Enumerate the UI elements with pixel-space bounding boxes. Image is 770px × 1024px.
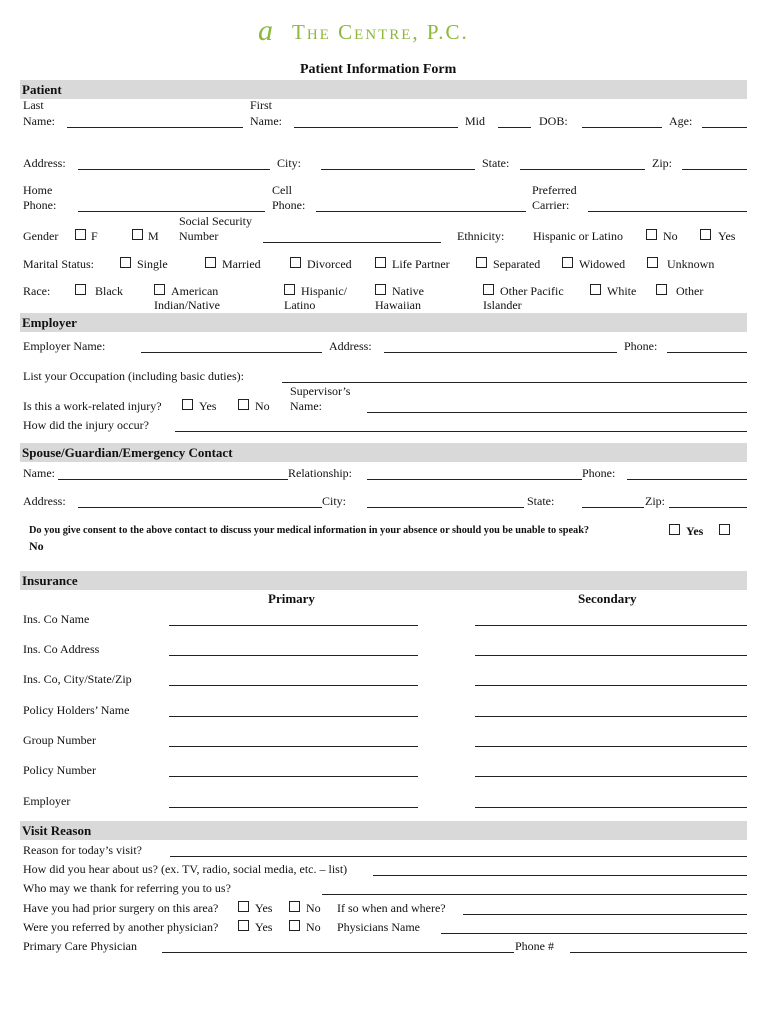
- marital-unknown-checkbox[interactable]: [647, 257, 658, 268]
- race-pacific-islander-label-2: Islander: [483, 298, 522, 312]
- gender-f-label: F: [91, 229, 98, 243]
- secondary-ins-field[interactable]: [475, 716, 747, 717]
- consent-no-checkbox[interactable]: [719, 524, 730, 535]
- consent-yes-checkbox[interactable]: [669, 524, 680, 535]
- race-hispanic-checkbox[interactable]: [284, 284, 295, 295]
- logo-text: The Centre, P.C.: [292, 20, 469, 44]
- contact-name-field[interactable]: [58, 479, 288, 480]
- secondary-ins-field[interactable]: [475, 776, 747, 777]
- referred-no-checkbox[interactable]: [289, 920, 300, 931]
- first-name-label-1: First: [250, 98, 273, 112]
- marital-single-checkbox[interactable]: [120, 257, 131, 268]
- address-label: Address:: [23, 156, 66, 170]
- primary-ins-field[interactable]: [169, 716, 418, 717]
- marital-separated-checkbox[interactable]: [476, 257, 487, 268]
- form-title: Patient Information Form: [300, 62, 457, 77]
- zip-field[interactable]: [682, 169, 747, 170]
- injury-occur-field[interactable]: [175, 431, 747, 432]
- home-phone-field[interactable]: [78, 211, 265, 212]
- surgery-when-field[interactable]: [463, 914, 747, 915]
- marital-unknown-label: Unknown: [667, 257, 715, 271]
- pcp-phone-label: Phone #: [515, 939, 554, 953]
- race-pacific-islander-checkbox[interactable]: [483, 284, 494, 295]
- contact-phone-field[interactable]: [627, 479, 747, 480]
- ethnicity-label: Ethnicity:: [457, 229, 505, 243]
- visit-reason-label: Reason for today’s visit?: [23, 843, 142, 857]
- cell-phone-label-1: Cell: [272, 183, 292, 197]
- employer-phone-field[interactable]: [667, 352, 747, 353]
- contact-zip-label: Zip:: [645, 494, 665, 508]
- employer-section-title: Employer: [22, 315, 77, 330]
- ins-row-label: Ins. Co Address: [23, 642, 100, 656]
- ethnicity-yes-label: Yes: [718, 229, 736, 243]
- last-name-label-2: Name:: [23, 114, 55, 128]
- contact-state-field[interactable]: [582, 507, 644, 508]
- race-hispanic-label-1: Hispanic/: [301, 284, 347, 298]
- marital-divorced-checkbox[interactable]: [290, 257, 301, 268]
- insurance-section-title: Insurance: [22, 573, 78, 588]
- primary-ins-field[interactable]: [169, 655, 418, 656]
- ssn-label-1: Social Security: [179, 214, 252, 228]
- marital-widowed-checkbox[interactable]: [562, 257, 573, 268]
- spouse-section-title: Spouse/Guardian/Emergency Contact: [22, 445, 233, 460]
- ssn-field[interactable]: [263, 242, 441, 243]
- race-other-label: Other: [676, 284, 704, 298]
- race-american-indian-label-2: Indian/Native: [154, 298, 220, 312]
- consent-no-label: No: [29, 539, 44, 553]
- mid-field[interactable]: [498, 127, 531, 128]
- marital-divorced-label: Divorced: [307, 257, 352, 271]
- injury-occur-label: How did the injury occur?: [23, 418, 149, 432]
- pcp-field[interactable]: [162, 952, 514, 953]
- contact-zip-field[interactable]: [669, 507, 747, 508]
- contact-phone-label: Phone:: [582, 466, 616, 480]
- occupation-label: List your Occupation (including basic duties):: [23, 369, 244, 383]
- city-field[interactable]: [321, 169, 475, 170]
- race-american-indian-checkbox[interactable]: [154, 284, 165, 295]
- primary-ins-field[interactable]: [169, 776, 418, 777]
- race-white-label: White: [607, 284, 637, 298]
- logo-mark-icon: a: [258, 14, 273, 47]
- prior-surgery-no-checkbox[interactable]: [289, 901, 300, 912]
- last-name-label-1: Last: [23, 98, 44, 112]
- supervisor-field[interactable]: [367, 412, 747, 413]
- carrier-field[interactable]: [588, 211, 747, 212]
- insurance-section-header: [20, 571, 747, 590]
- visit-section-title: Visit Reason: [22, 823, 92, 838]
- work-injury-label: Is this a work-related injury?: [23, 399, 162, 413]
- gender-f-checkbox[interactable]: [75, 229, 86, 240]
- marital-life-partner-label: Life Partner: [392, 257, 450, 271]
- marital-married-label: Married: [222, 257, 261, 271]
- ins-row-label: Policy Number: [23, 763, 96, 777]
- address-field[interactable]: [78, 169, 270, 170]
- marital-married-checkbox[interactable]: [205, 257, 216, 268]
- hispanic-latino-label: Hispanic or Latino: [533, 229, 623, 243]
- contact-city-field[interactable]: [367, 507, 524, 508]
- gender-label: Gender: [23, 229, 59, 243]
- contact-address-label: Address:: [23, 494, 66, 508]
- primary-ins-field[interactable]: [169, 746, 418, 747]
- ssn-label-2: Number: [179, 229, 219, 243]
- prior-surgery-yes-checkbox[interactable]: [238, 901, 249, 912]
- employer-name-label: Employer Name:: [23, 339, 106, 353]
- primary-ins-field[interactable]: [169, 685, 418, 686]
- employer-section-header: [20, 313, 747, 332]
- ethnicity-no-label: No: [663, 229, 678, 243]
- contact-city-label: City:: [322, 494, 347, 508]
- employer-phone-label: Phone:: [624, 339, 658, 353]
- marital-widowed-label: Widowed: [579, 257, 626, 271]
- referred-label: Were you referred by another physician?: [23, 920, 219, 934]
- relationship-field[interactable]: [367, 479, 582, 480]
- city-label: City:: [277, 156, 302, 170]
- employer-address-field[interactable]: [384, 352, 617, 353]
- employer-name-field[interactable]: [141, 352, 322, 353]
- contact-name-label: Name:: [23, 466, 55, 480]
- first-name-field[interactable]: [294, 127, 458, 128]
- marital-life-partner-checkbox[interactable]: [375, 257, 386, 268]
- home-phone-label-1: Home: [23, 183, 53, 197]
- spouse-section-header: [20, 443, 747, 462]
- pcp-phone-field[interactable]: [570, 952, 747, 953]
- race-black-checkbox[interactable]: [75, 284, 86, 295]
- employer-address-label: Address:: [329, 339, 372, 353]
- consent-yes-label: Yes: [686, 524, 704, 538]
- race-other-checkbox[interactable]: [656, 284, 667, 295]
- contact-state-label: State:: [527, 494, 555, 508]
- race-white-checkbox[interactable]: [590, 284, 601, 295]
- marital-status-label: Marital Status:: [23, 257, 94, 271]
- marital-separated-label: Separated: [493, 257, 541, 271]
- race-label: Race:: [23, 284, 51, 298]
- race-pacific-islander-label-1: Other Pacific: [500, 284, 564, 298]
- gender-m-checkbox[interactable]: [132, 229, 143, 240]
- referral-thanks-label: Who may we thank for referring you to us?: [23, 881, 231, 895]
- patient-section-header: [20, 80, 747, 99]
- race-hispanic-label-2: Latino: [284, 298, 316, 312]
- referred-yes-checkbox[interactable]: [238, 920, 249, 931]
- ethnicity-no-checkbox[interactable]: [646, 229, 657, 240]
- hear-about-field[interactable]: [373, 875, 747, 876]
- supervisor-label-1: Supervisor’s: [290, 384, 351, 398]
- hear-about-label: How did you hear about us? (ex. TV, radio, social media, etc. – list): [23, 862, 348, 876]
- referral-thanks-field[interactable]: [322, 894, 747, 895]
- race-native-hawaiian-label-1: Native: [392, 284, 424, 298]
- physician-name-label: Physicians Name: [337, 920, 420, 934]
- state-field[interactable]: [520, 169, 645, 170]
- race-black-label: Black: [95, 284, 123, 298]
- race-american-indian-label-1: American: [171, 284, 219, 298]
- referred-no-label: No: [306, 920, 321, 934]
- relationship-label: Relationship:: [288, 466, 352, 480]
- gender-m-label: M: [148, 229, 159, 243]
- secondary-ins-field[interactable]: [475, 685, 747, 686]
- physician-name-field[interactable]: [441, 933, 747, 934]
- prior-surgery-label: Have you had prior surgery on this area?: [23, 901, 219, 915]
- prior-surgery-yes-label: Yes: [255, 901, 273, 915]
- age-field[interactable]: [702, 127, 747, 128]
- ins-row-label: Ins. Co, City/State/Zip: [23, 672, 132, 686]
- secondary-ins-field[interactable]: [475, 807, 747, 808]
- ins-row-label: Employer: [23, 794, 71, 808]
- contact-address-field[interactable]: [78, 507, 322, 508]
- prior-surgery-no-label: No: [306, 901, 321, 915]
- work-injury-yes-label: Yes: [199, 399, 217, 413]
- patient-section-title: Patient: [22, 82, 62, 97]
- state-label: State:: [482, 156, 510, 170]
- primary-ins-field[interactable]: [169, 625, 418, 626]
- work-injury-no-checkbox[interactable]: [238, 399, 249, 410]
- dob-label: DOB:: [539, 114, 568, 128]
- secondary-ins-field[interactable]: [475, 655, 747, 656]
- primary-ins-field[interactable]: [169, 807, 418, 808]
- mid-label: Mid: [465, 114, 486, 128]
- first-name-label-2: Name:: [250, 114, 282, 128]
- secondary-ins-field[interactable]: [475, 746, 747, 747]
- ethnicity-yes-checkbox[interactable]: [700, 229, 711, 240]
- work-injury-no-label: No: [255, 399, 270, 413]
- ins-row-label: Policy Holders’ Name: [23, 703, 130, 717]
- race-native-hawaiian-checkbox[interactable]: [375, 284, 386, 295]
- cell-phone-field[interactable]: [316, 211, 526, 212]
- carrier-label-1: Preferred: [532, 183, 577, 197]
- ins-row-label: Group Number: [23, 733, 96, 747]
- surgery-when-label: If so when and where?: [337, 901, 446, 915]
- dob-field[interactable]: [582, 127, 662, 128]
- home-phone-label-2: Phone:: [23, 198, 57, 212]
- secondary-ins-field[interactable]: [475, 625, 747, 626]
- work-injury-yes-checkbox[interactable]: [182, 399, 193, 410]
- visit-reason-field[interactable]: [170, 856, 747, 857]
- last-name-field[interactable]: [67, 127, 243, 128]
- race-native-hawaiian-label-2: Hawaiian: [375, 298, 421, 312]
- supervisor-label-2: Name:: [290, 399, 322, 413]
- referred-yes-label: Yes: [255, 920, 273, 934]
- cell-phone-label-2: Phone:: [272, 198, 306, 212]
- occupation-field[interactable]: [282, 382, 747, 383]
- consent-question: Do you give consent to the above contact to discuss your medical information in your absence or should you be unable to speak?: [29, 525, 590, 536]
- primary-heading: Primary: [268, 591, 315, 606]
- marital-single-label: Single: [137, 257, 168, 271]
- carrier-label-2: Carrier:: [532, 198, 570, 212]
- secondary-heading: Secondary: [578, 591, 637, 606]
- age-label: Age:: [669, 114, 693, 128]
- visit-section-header: [20, 821, 747, 840]
- pcp-label: Primary Care Physician: [23, 939, 137, 953]
- ins-row-label: Ins. Co Name: [23, 612, 90, 626]
- zip-label: Zip:: [652, 156, 672, 170]
